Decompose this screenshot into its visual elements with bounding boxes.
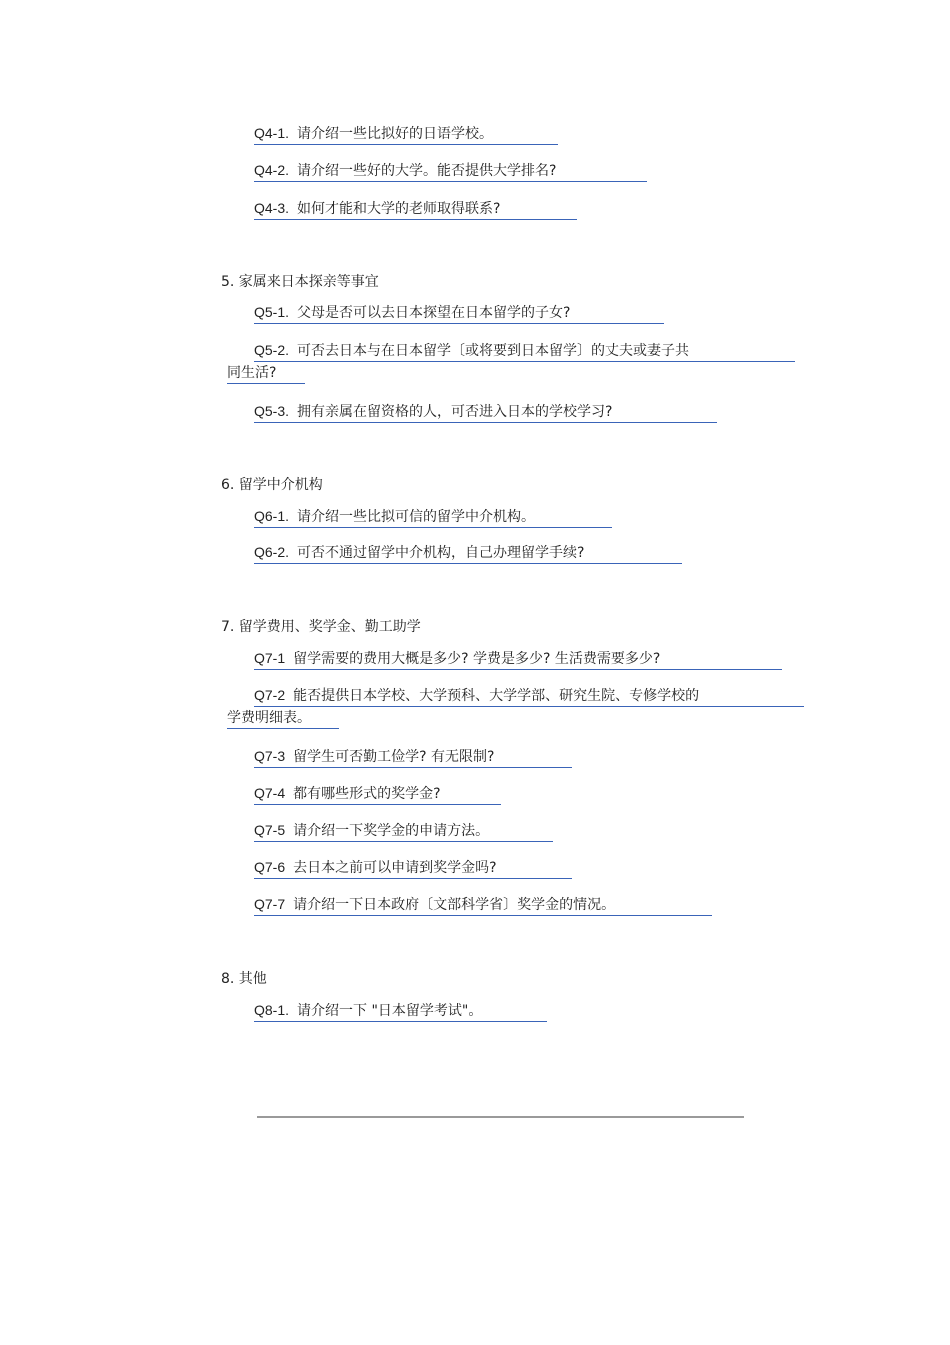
question-link-q7-4[interactable] — [254, 784, 501, 805]
section-heading-7: 7. 留学费用、奖学金、勤工助学 — [221, 619, 421, 635]
question-id: Q7-5 — [254, 822, 286, 838]
question-text: 请介绍一下日本政府〔文部科学省〕奖学金的情况。 — [293, 897, 616, 913]
question-link-q7-1[interactable] — [254, 649, 782, 670]
question-text: 如何才能和大学的老师取得联系? — [297, 201, 501, 217]
question-id: Q5-3. — [254, 403, 290, 419]
question-id: Q4-1. — [254, 125, 290, 141]
question-link-q5-3[interactable] — [254, 402, 717, 423]
question-link-q7-3[interactable] — [254, 747, 572, 768]
question-text: 请介绍一些好的大学。能否提供大学排名? — [297, 163, 557, 179]
question-text: 可否去日本与在日本留学〔或将要到日本留学〕的丈夫或妻子共 — [297, 343, 690, 359]
question-text: 请介绍一些比拟可信的留学中介机构。 — [297, 509, 536, 525]
question-id: Q5-2. — [254, 342, 290, 358]
question-link-q7-7[interactable] — [254, 895, 712, 916]
question-text: 可否不通过留学中介机构，自己办理留学手续? — [297, 545, 585, 561]
question-link-q5-2[interactable] — [254, 341, 795, 362]
question-link-q7-5[interactable] — [254, 821, 553, 842]
question-link-q4-3[interactable] — [254, 199, 577, 220]
question-id: Q6-1. — [254, 508, 290, 524]
question-text: 都有哪些形式的奖学金? — [293, 786, 441, 802]
question-id: Q6-2. — [254, 544, 290, 560]
question-id: Q7-1 — [254, 650, 286, 666]
question-link-q4-2[interactable] — [254, 161, 647, 182]
question-text-continuation: 学费明细表。 — [227, 710, 311, 726]
question-id: Q7-3 — [254, 748, 286, 764]
question-id: Q7-7 — [254, 896, 286, 912]
question-id: Q7-6 — [254, 859, 286, 875]
question-id: Q4-3. — [254, 200, 290, 216]
question-link-q7-2[interactable] — [254, 686, 804, 707]
question-id: Q7-2 — [254, 687, 286, 703]
question-link-q7-6[interactable] — [254, 858, 572, 879]
question-link-q4-1[interactable] — [254, 124, 558, 145]
question-text-continuation: 同生活? — [227, 365, 277, 381]
question-link-q6-1[interactable] — [254, 507, 612, 528]
section-heading-8: 8. 其他 — [221, 971, 267, 987]
question-id: Q8-1. — [254, 1002, 290, 1018]
question-text: 能否提供日本学校、大学预科、大学学部、研究生院、专修学校的 — [293, 688, 700, 704]
question-text: 请介绍一些比拟好的日语学校。 — [297, 126, 494, 142]
question-id: Q7-4 — [254, 785, 286, 801]
question-text: 请介绍一下 "日本留学考试"。 — [297, 1003, 483, 1019]
question-link-q8-1[interactable] — [254, 1001, 547, 1022]
question-link-q7-2-continuation[interactable] — [227, 709, 339, 729]
section-heading-6: 6. 留学中介机构 — [221, 477, 323, 493]
section-heading-5: 5. 家属来日本探亲等事宜 — [221, 274, 379, 290]
question-link-q6-2[interactable] — [254, 543, 682, 564]
question-text: 去日本之前可以申请到奖学金吗? — [293, 860, 497, 876]
question-text: 留学需要的费用大概是多少? 学费是多少? 生活费需要多少? — [293, 651, 661, 667]
question-link-q5-1[interactable] — [254, 303, 664, 324]
question-id: Q5-1. — [254, 304, 290, 320]
question-text: 拥有亲属在留资格的人，可否进入日本的学校学习? — [297, 404, 613, 420]
question-id: Q4-2. — [254, 162, 290, 178]
question-text: 留学生可否勤工俭学? 有无限制? — [293, 749, 495, 765]
footer-divider — [257, 1116, 744, 1118]
question-text: 请介绍一下奖学金的申请方法。 — [293, 823, 490, 839]
question-text: 父母是否可以去日本探望在日本留学的子女? — [297, 305, 571, 321]
question-link-q5-2-continuation[interactable] — [227, 364, 305, 384]
